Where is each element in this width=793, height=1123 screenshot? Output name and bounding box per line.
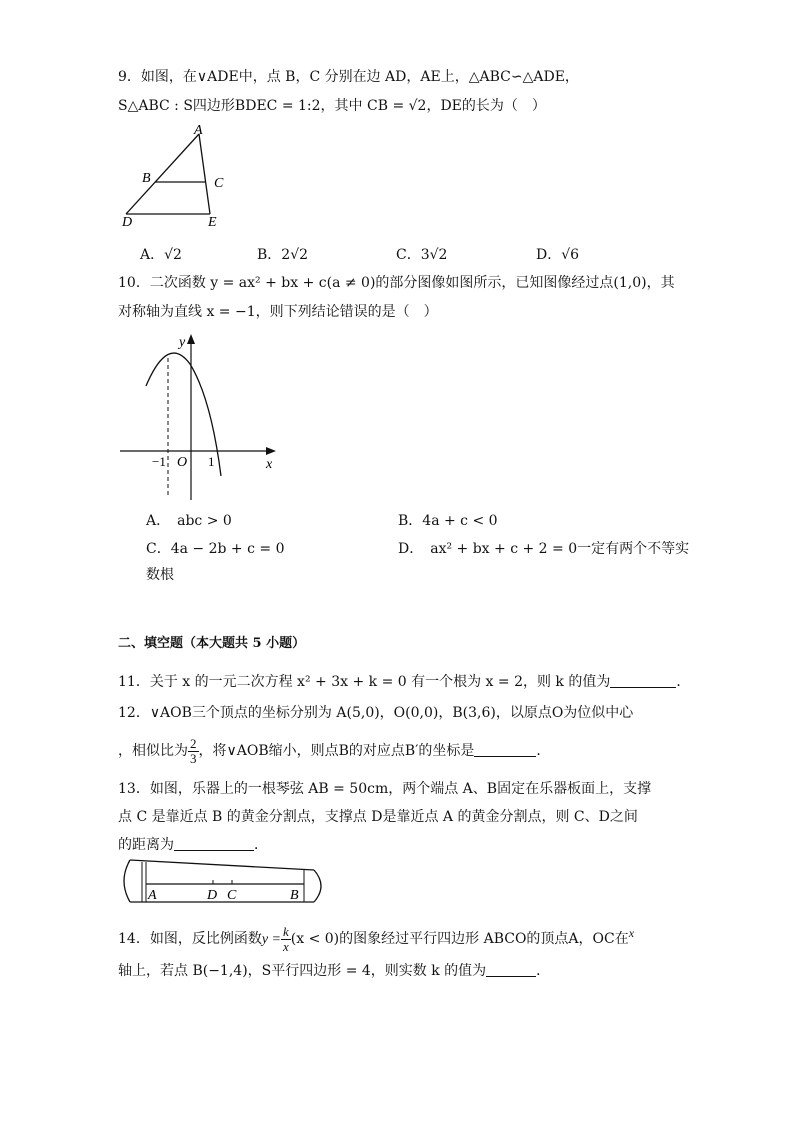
q14-line1-post: (x < 0)的图象经过平行四边形 ABCO的顶点A，OC在 [290,931,629,947]
q13-period: ． [254,837,268,853]
q9-label-e: E [208,215,217,228]
q12-line2 [118,736,550,766]
q10-line1: 10．二次函数 y = ax² + bx + c(a ≠ 0)的部分图像如图所示，已知图像经过点(1,0)，其 [118,275,675,291]
q13-line3 [118,836,268,854]
q10-label-origin: O [177,455,188,470]
q14-line1-pre: 14．如图，反比例函数 [118,931,262,947]
q12-answer-blank[interactable] [474,742,536,757]
q12-period: ． [536,743,551,759]
q9-option-c[interactable]: C．3√2 [396,247,448,263]
q13-line3-text: 的距离为 [118,837,174,853]
q10-option-b[interactable]: B．4a + c < 0 [398,513,498,529]
q14-line1 [118,918,634,955]
q13-label-b: B [290,888,299,903]
q14-period: ． [536,963,551,979]
q13-line1: 13．如图，乐器上的一根琴弦 AB = 50cm，两个端点 A、B固定在乐器板面上，支撑 [118,781,652,797]
q13-answer-blank[interactable] [174,836,254,851]
section-heading: 二、填空题（本大题共 5 小题） [118,636,306,651]
q13-line2: 点 C 是靠近点 B 的黄金分割点，支撑点 D是靠近点 A 的黄金分割点，则 C、D之间 [118,809,638,825]
q9-line2: S△ABC : S四边形BDEC = 1:2，其中 CB = √2，DE的长为（ ） [118,98,546,114]
q10-label-x: x [266,457,273,472]
q13-instrument-figure [118,856,328,906]
q10-label-one: 1 [208,454,215,469]
q12-frac-num: 2 [190,735,197,751]
q14-line2-text: 轴上，若点 B(−1,4)，S平行四边形 = 4，则实数 k 的值为 [118,963,487,979]
q11-answer-blank[interactable] [610,673,676,688]
q12-frac-den: 3 [190,750,197,766]
q11-line [118,673,690,691]
q10-parabola-figure [116,328,288,504]
q14-frac-den: x [283,938,289,954]
q14-k-over-x-fraction [281,925,291,954]
q9-label-c: C [214,176,224,191]
q9-line1: 9．如图，在∨ADE中，点 B，C 分别在边 AD，AE上，△ABC∽△ADE， [118,69,579,85]
q13-label-d: D [207,888,218,903]
q10-option-d-continued: 数根 [146,567,174,583]
q9-triangle-figure [114,122,234,228]
q9-option-d[interactable]: D．√6 [536,247,580,263]
q14-frac-num: k [283,923,289,939]
q10-line2: 对称轴为直线 x = −1，则下列结论错误的是（ ） [118,304,438,320]
q10-label-y: y [179,335,186,350]
q12-line2-post: ，将∨AOB缩小，则点B的对应点B′的坐标是 [198,743,475,759]
q9-option-b[interactable]: B．2√2 [257,247,309,263]
q11-period: ． [676,674,691,690]
q14-x-tail: x [628,926,635,940]
q9-label-b: B [142,171,151,186]
q12-line2-pre: ，相似比为 [118,743,188,759]
q13-label-a: A [148,888,157,903]
q10-option-c[interactable]: C．4a − 2b + c = 0 [146,541,285,557]
q12-line1: 12．∨AOB三个顶点的坐标分别为 A(5,0)，O(0,0)，B(3,6)，以原点O为位似中心 [118,705,634,721]
q12-ratio-fraction [188,737,199,766]
q14-answer-blank[interactable] [486,962,536,977]
q9-label-a: A [194,123,203,138]
q9-label-d: D [122,215,133,228]
q11-text: 11．关于 x 的一元二次方程 x² + 3x + k = 0 有一个根为 x = 2，则 k 的值为 [118,674,611,690]
q13-label-c: C [227,888,237,903]
q10-label-neg-one: −1 [152,454,166,469]
q10-option-a[interactable]: A． abc > 0 [146,513,232,529]
q14-line2 [118,962,550,980]
q10-option-d[interactable]: D． ax² + bx + c + 2 = 0一定有两个不等实 [398,541,690,557]
q9-option-a[interactable]: A．√2 [140,247,182,263]
q14-y-eq: y = [261,932,281,947]
